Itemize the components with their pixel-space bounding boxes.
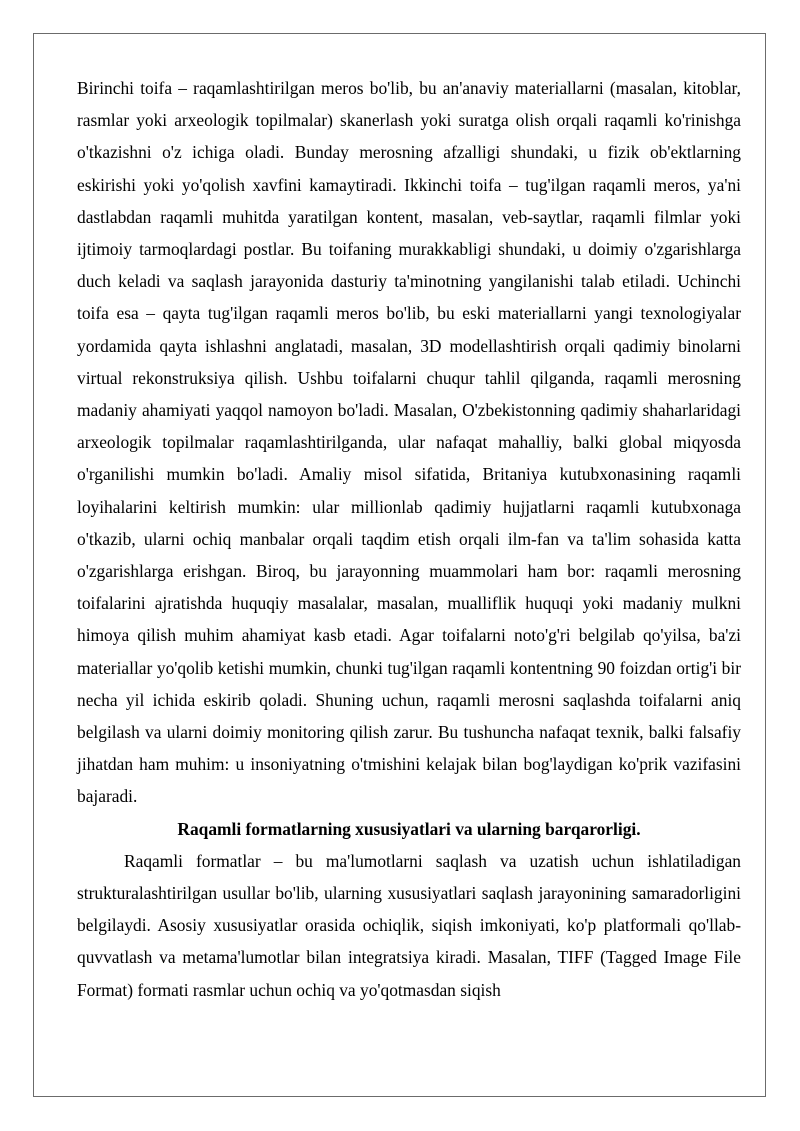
section-heading: Raqamli formatlarning xususiyatlari va ularning barqarorligi. — [177, 818, 641, 839]
body-paragraph: Raqamli formatlar – bu ma'lumotlarni saqlash va uzatish uchun ishlatiladigan strukturalashtirilgan usullar bo'lib, ularning xususiyatlari saqlash jarayonining samaradorligini belgilaydi. Asosiy xususiyatlar orasida ochiqlik, siqish imkoniyati, ko'p platformali qo'llab-quvvatlash va metama'lumotlar bilan integratsiya kiradi. Masalan, TIFF (Tagged Image File Format) formati rasmlar uchun ochiq va yo'qotmasdan siqish — [77, 850, 741, 1000]
document-body — [77, 72, 741, 1006]
body-paragraph: Birinchi toifa – raqamlashtirilgan meros bo'lib, bu an'anaviy materiallarni (masalan, kitoblar, rasmlar yoki arxeologik topilmalar) skanerlash yoki suratga olish orqali raqamli ko'rinishga o'tkazishni o'z ichiga oladi. Bunday merosning afzalligi shundaki, u fizik ob'ektlarning eskirishi yoki yo'qolish xavfini kamaytiradi. Ikkinchi toifa – tug'ilgan raqamli meros, ya'ni dastlabdan raqamli muhitda yaratilgan kontent, masalan, veb-saytlar, raqamli filmlar yoki ijtimoiy tarmoqlardagi postlar. Bu toifaning murakkabligi shundaki, u doimiy o'zgarishlarga duch keladi va saqlash jarayonida dasturiy ta'minotning yangilanishi talab etiladi. Uchinchi toifa esa – qayta tug'ilgan raqamli meros bo'lib, bu eski materiallarni yangi texnologiyalar yordamida qayta ishlashni anglatadi, masalan, 3D modellashtirish orqali qadimiy binolarni virtual rekonstruksiya qilish. Ushbu toifalarni chuqur tahlil qilganda, raqamli merosning madaniy ahamiyati yaqqol namoyon bo'ladi. Masalan, O'zbekistonning qadimiy shaharlaridagi arxeologik topilmalar raqamlashtirilganda, ular nafaqat mahalliy, balki global miqyosda o'rganilishi mumkin bo'ladi. Amaliy misol sifatida, Britaniya kutubxonasining raqamli loyihalarini keltirish mumkin: ular millionlab qadimiy hujjatlarni raqamli kutubxonaga o'tkazib, ularni ochiq manbalar orqali taqdim etish orqali ilm-fan va ta'lim sohasida katta o'zgarishlarga erishgan. Biroq, bu jarayonning muammolari ham bor: raqamli merosning toifalarini ajratishda huquqiy masalalar, masalan, mualliflik huquqi yoki madaniy mulkni himoya qilish muhim ahamiyat kasb etadi. Agar toifalarni noto'g'ri belgilab qo'yilsa, ba'zi materiallar yo'qolib ketishi mumkin, chunki tug'ilgan raqamli kontentning 90 foizdan ortig'i bir necha yil ichida eskirib qoladi. Shuning uchun, raqamli merosni saqlashda toifalarni aniq belgilash va ularni doimiy monitoring qilish zarur. Bu tushuncha nafaqat texnik, balki falsafiy jihatdan ham muhim: u insoniyatning o'tmishini kelajak bilan bog'laydigan ko'prik vazifasini bajaradi. — [77, 78, 741, 807]
